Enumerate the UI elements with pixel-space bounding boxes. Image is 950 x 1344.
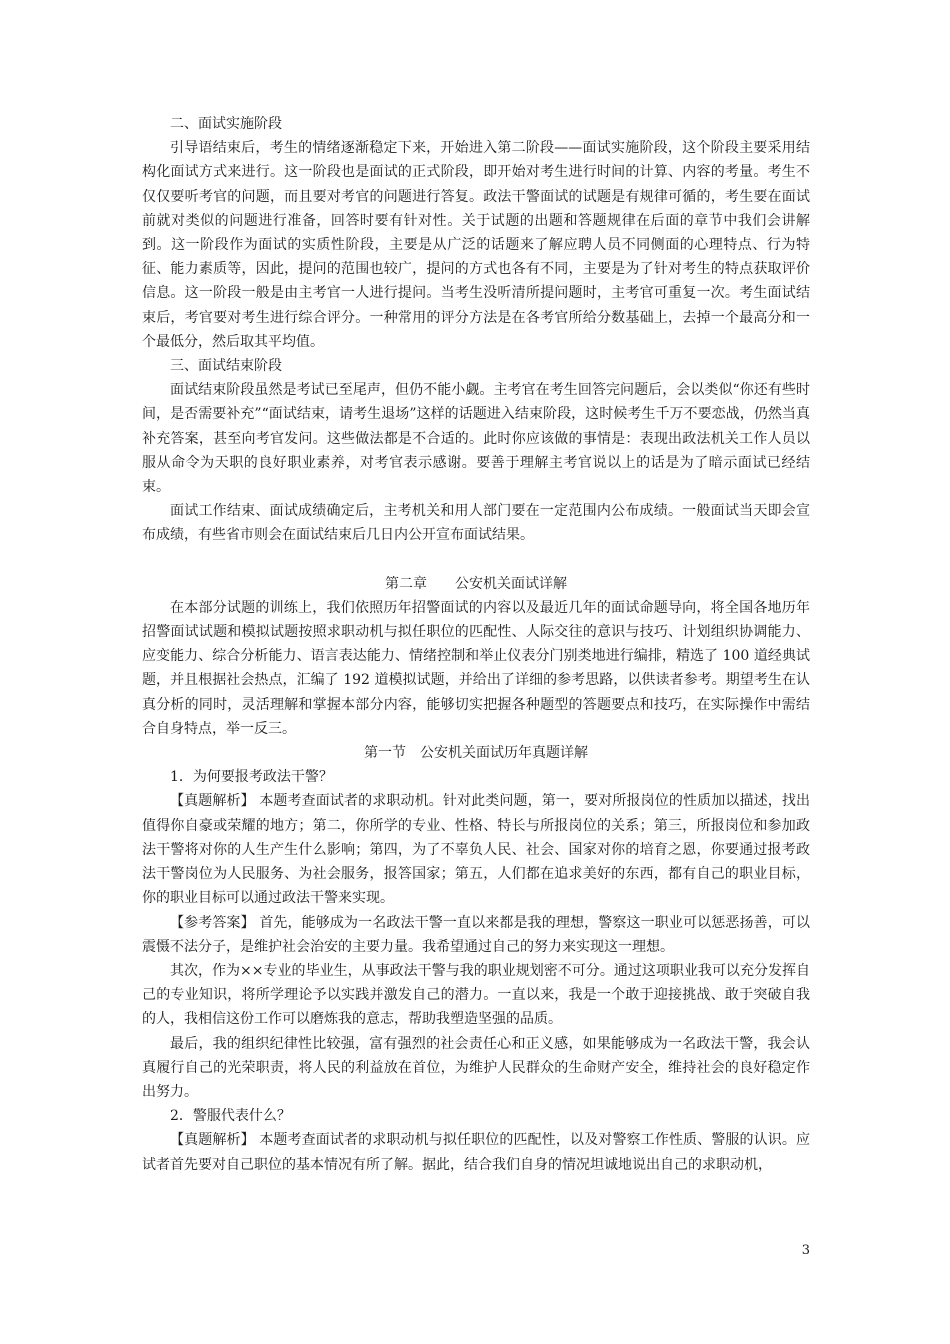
section-title: 第一节 公安机关面试历年真题详解: [364, 745, 588, 762]
analysis-paragraph: 【真题解析】 本题考查面试者的求职动机。针对此类问题，第一，要对所报岗位的性质加以描述，找出值得你自豪或荣耀的地方；第二，你所学的专业、性格、特长与所报岗位的关系；第三，所报岗位和参加政法干警将对你的人生产生什么影响；第四，为了不辜负人民、社会、国家对你的培育之恩，你要通过报考政法干警岗位为人民服务、为社会服务，报答国家；第五，人们都在追求美好的东西，都有自己的职业目标，你的职业目标可以通过政法干警来实现。: [142, 793, 810, 907]
section-heading: 三、面试结束阶段: [170, 358, 282, 375]
page-body: [142, 112, 810, 1177]
body-paragraph: 在本部分试题的训练上，我们依照历年招警面试的内容以及最近几年的面试命题导向，将全国各地历年招警面试试题和模拟试题按照求职动机与拟任职位的匹配性、人际交往的意识与技巧、计划组织协调能力、应变能力、综合分析能力、语言表达能力、情绪控制和举止仪表分门别类地进行编排，精选了 100 道经典试题，并且根据社会热点，汇编了 192 道模拟试题，并给出了详细的参考思路，以供读者参考。期望考生在认真分析的同时，灵活理解和掌握本部分内容，能够切实把握各种题型的答题要点和技巧，在实际操作中需结合自身特点，举一反三。: [142, 599, 810, 737]
question-heading: 2．警服代表什么？: [170, 1108, 291, 1125]
chapter-title: 第二章 公安机关面试详解: [385, 575, 567, 592]
analysis-paragraph: 【真题解析】 本题考查面试者的求职动机与拟任职位的匹配性，以及对警察工作性质、警服的认识。应试者首先要对自己职位的基本情况有所了解。据此，结合我们自身的情况坦诚地说出自己的求职动机，: [142, 1132, 810, 1173]
body-paragraph: 面试结束阶段虽然是考试已至尾声，但仍不能小觑。主考官在考生回答完问题后，会以类似“你还有些时间，是否需要补充”“面试结束，请考生退场”这样的话题进入结束阶段，这时候考生千万不要恋战，仍然当真补充答案，甚至向考官发问。这些做法都是不合适的。此时你应该做的事情是：表现出政法机关工作人员以服从命令为天职的良好职业素养，对考官表示感谢。要善于理解主考官说以上的话是为了暗示面试已经结束。: [142, 382, 810, 496]
section-heading: 二、面试实施阶段: [170, 116, 282, 132]
question-heading: 1．为何要报考政法干警？: [170, 769, 333, 786]
body-paragraph: 面试工作结束、面试成绩确定后，主考机关和用人部门要在一定范围内公布成绩。一般面试当天即会宣布成绩，有些省市则会在面试结束后几日内公开宣布面试结果。: [142, 503, 810, 544]
answer-paragraph: 最后，我的组织纪律性比较强，富有强烈的社会责任心和正义感，如果能够成为一名政法干警，我会认真履行自己的光荣职责，将人民的利益放在首位，为维护人民群众的生命财产安全，维持社会的良好稳定作出努力。: [142, 1035, 810, 1100]
body-paragraph: 引导语结束后，考生的情绪逐渐稳定下来，开始进入第二阶段——面试实施阶段，这个阶段主要采用结构化面试方式来进行。这一阶段也是面试的正式阶段，即开始对考生进行时间的计算、内容的考量。考生不仅仅要听考官的问题，而且要对考官的问题进行答复。政法干警面试的试题是有规律可循的，考生要在面试前就对类似的问题进行准备，回答时要有针对性。关于试题的出题和答题规律在后面的章节中我们会讲解到。这一阶段作为面试的实质性阶段，主要是从广泛的话题来了解应聘人员不同侧面的心理特点、行为特征、能力素质等，因此，提问的范围也较广，提问的方式也各有不同，主要是为了针对考生的特点获取评价信息。这一阶段一般是由主考官一人进行提问。当考生没听清所提问题时，主考官可重复一次。考生面试结束后，考官要对考生进行综合评分。一种常用的评分方法是在各考官所给分数基础上，去掉一个最高分和一个最低分，然后取其平均值。: [142, 140, 810, 350]
answer-paragraph: 其次，作为××专业的毕业生，从事政法干警与我的职业规划密不可分。通过这项职业我可以充分发挥自己的专业知识，将所学理论予以实践并激发自己的潜力。一直以来，我是一个敢于迎接挑战、敢于突破自我的人，我相信这份工作可以磨炼我的意志，帮助我塑造坚强的品质。: [142, 962, 810, 1028]
page-number: 3: [801, 1243, 810, 1258]
answer-paragraph: 【参考答案】 首先，能够成为一名政法干警一直以来都是我的理想，警察这一职业可以惩恶扬善，可以震慑不法分子，是维护社会治安的主要力量。我希望通过自己的努力来实现这一理想。: [142, 914, 810, 955]
